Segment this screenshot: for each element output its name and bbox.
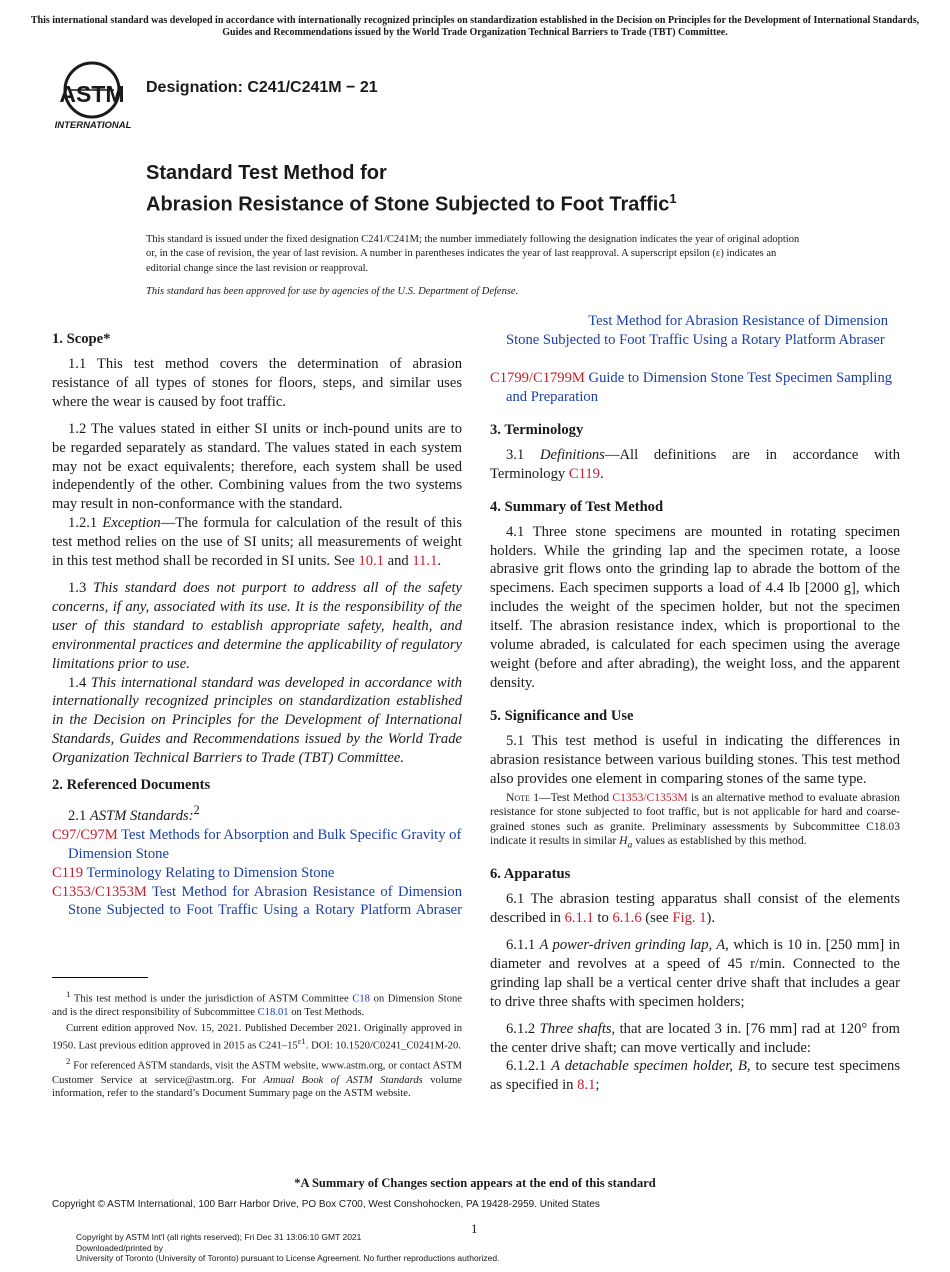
dod-note: This standard has been approved for use by agencies of the U.S. Department of Defense. (146, 286, 519, 297)
footnote-2: $^2$ For referenced ASTM standards, visit the ASTM website, www.astm.org, or contact ASTM Customer Service at service@astm.org. For Annual Book of ASTM Standards volume information, refer to the standard’s Document Summary page on the ASTM website. (52, 1056, 463, 1100)
fn-c18-01-link[interactable]: C18.01 (257, 1007, 289, 1019)
document-title (146, 160, 677, 218)
paragraph-6-1-2: 6.1.2 Three shafts, that are located 3 in. [76 mm] rad at 120° from the center drive shaft; can move vertically and include: (490, 1020, 900, 1056)
note-ref-c1353-link[interactable]: C1353/C1353M (612, 790, 688, 804)
left-column (52, 330, 463, 919)
page-number: 1 (471, 1221, 478, 1236)
footnote-1: $^1$ This test method is under the jurisdiction of ASTM Committee C18 on Dimension Stone and is the direct responsibility of Subcommittee C18.01 on Test Methods. (52, 989, 463, 1019)
section-heading-significance: 5. Significance and Use (490, 707, 634, 724)
issue-note: This standard is issued under the fixed designation C241/C241M; the number immediately following the designation indicates the year of original adoption or, in the case of revision, the year of last revision. A number in parentheses indicates the year of last reapproval. A superscript epsilon (ε) indicates an editorial change since the last revision or reapproval. (146, 234, 800, 274)
astm-logo (52, 58, 136, 132)
paragraph-5-1: 5.1 This test method is useful in indicating the differences in abrasion resistance between various building stones. This test method also provides one element in comparing stones of the same type. (490, 732, 900, 787)
right-column (490, 313, 901, 1095)
paragraph-1-4: 1.4 This international standard was developed in accordance with internationally recognized principles on standardization established in the Decision on Principles for the Development of International Standards, Guides and Recommendations issued by the World Trade Organization Technical Barriers to Trade (TBT) Committee. (52, 674, 463, 767)
footnote-1-edition: Current edition approved Nov. 15, 2021. Published December 2021. Originally approved in 1950. Last previous edition approved in 2015 as $C241-15^{\varepsilon 1}$. DOI: 10.1520/C0241_C0241M-20. (52, 1022, 462, 1052)
top-notice: This international standard was developed in accordance with internationally recognized principles on standardization established in the Decision on Principles for the Development of International Standards, Guides and Recommendations issued by the World Trade Organization Technical Barriers to Trade (TBT) Committee. (30, 15, 920, 38)
ref-6-1-1-link[interactable]: 6.1.1 (564, 910, 594, 927)
paragraph-2-1: 2.1 ASTM Standards:$^2$ (68, 803, 200, 824)
ref-c97[interactable]: C97/C97M Test Methods for Absorption and Bulk Specific Gravity of Dimension Stone (52, 826, 462, 862)
license-line-3: University of Toronto (University of Toronto) pursuant to License Agreement. No further reproductions authorized. (76, 1253, 500, 1264)
fig-1-link[interactable]: Fig. 1 (672, 910, 707, 927)
paragraph-6-1-1: 6.1.1 A power-driven grinding lap, A, which is 10 in. [250 mm] in diameter and revolves at a speed of 45 r/min. Connected to the grinding lap shall be a vertical center drive shaft that includes a gear to drive three shafts with specimen holders; (490, 937, 900, 1010)
title-footnote-marker: 1 (669, 191, 677, 206)
section-heading-apparatus: 6. Apparatus (490, 866, 571, 883)
paragraph-1-2-1: 1.2.1 Exception—The formula for calculation of the result of this test method relies on the use of SI units; all measurements of weight in this test method shall be recorded in SI units. See 10.1 and 11.1. (52, 515, 463, 570)
summary-of-changes-note: *A Summary of Changes section appears at the end of this standard (294, 1176, 656, 1190)
license-line-1: Copyright by ASTM Int'l (all rights reserved); Fri Dec 31 13:06:10 GMT 2021 (76, 1232, 362, 1242)
svg-text:ASTM: ASTM (59, 81, 125, 107)
license-line-2: Downloaded/printed by (76, 1242, 163, 1253)
section-heading-referenced: 2. Referenced Documents (52, 777, 211, 794)
license-stamp (76, 1232, 500, 1264)
paragraph-1-2: 1.2 The values stated in either SI units or inch-pound units are to be regarded separately as standard. The values stated in each system may not be exact equivalents; therefore, each system shall be used independently of the other. Combining values from the two systems may result in non-conformance with the standard. (52, 420, 462, 513)
section-heading-scope: 1. Scope* (52, 331, 111, 347)
ref-c119-link[interactable]: C119 (568, 465, 600, 482)
ref-c1353-continued[interactable]: Test Method for Abrasion Resistance of Dimension Stone Subjected to Foot Traffic Using a Rotary Platform Abraser (506, 313, 888, 348)
title-line-2: Abrasion Resistance of Stone Subjected to Foot Traffic$^1$ (146, 191, 677, 216)
paragraph-4-1: 4.1 Three stone specimens are mounted in rotating specimen holders. While the grinding lap and the specimen rotate, a loose abrasive grit flows onto the grinding lap to abrade the bottom of the specimens. Each specimen supports a load of 4.4 lb [2000 g], which includes the weight of the specimen holder, but not the specimen itself. The abrasion resistance index, which is proportional to the volume abraded, is calculated for each specimen using the average weight (before and after abrading), the weight loss, and the apparent density. (490, 523, 900, 691)
ref-11-1-link[interactable]: 11.1 (412, 553, 438, 570)
ref-6-1-6-link[interactable]: 6.1.6 (612, 910, 642, 927)
paragraph-1-3: 1.3 This standard does not purport to address all of the safety concerns, if any, associated with its use. It is the responsibility of the user of this standard to establish appropriate safety, health, and environmental practices and determine the applicability of regulatory limitations prior to use. (52, 579, 462, 672)
paragraph-6-1: 6.1 The abrasion testing apparatus shall consist of the elements described in 6.1.1 to 6.1.6 (see Fig. 1). (490, 891, 900, 927)
paragraph-1-1: 1.1 This test method covers the determination of abrasion resistance of all types of stones for floors, steps, and similar uses where the wear is caused by foot traffic. (52, 356, 462, 410)
ref-8-1-link[interactable]: 8.1 (577, 1077, 596, 1094)
paragraph-3-1: 3.1 Definitions—All definitions are in accordance with Terminology C119. (490, 446, 900, 482)
ref-c1799[interactable]: C1799/C1799M Guide to Dimension Stone Test Specimen Sampling and Preparation (490, 370, 893, 405)
ref-10-1-link[interactable]: 10.1 (358, 553, 384, 570)
copyright-line: Copyright © ASTM International, 100 Barr Harbor Drive, PO Box C700, West Conshohocken, PA 19428-2959. United States (52, 1199, 600, 1210)
footnote-rule (52, 977, 148, 978)
svg-text:INTERNATIONAL: INTERNATIONAL (54, 120, 132, 131)
section-heading-terminology: 3. Terminology (490, 421, 584, 438)
section-heading-summary: 4. Summary of Test Method (490, 498, 664, 515)
title-line-1: Standard Test Method for (146, 162, 387, 184)
ref-c119[interactable]: C119 Terminology Relating to Dimension Stone (52, 864, 335, 881)
fn-c18-link[interactable]: C18 (352, 993, 370, 1005)
footnotes (52, 988, 462, 1103)
note-1: Note 1—Test Method C1353/C1353M is an alternative method to evaluate abrasion resistance for stone subjected to foot traffic, but is not applicable for hard and coarse-grained stones such as granite. Preliminary assessments by Subcommittee C18.03 indicate it results in similar $H_a$ values as established by this method. (490, 790, 900, 851)
paragraph-6-1-2-1: 6.1.2.1 A detachable specimen holder, B, to secure test specimens as specified in 8.1; (490, 1058, 901, 1094)
ref-c1353[interactable]: C1353/C1353M Test Method for Abrasion Resistance of Dimension Stone Subjected to Foot Traffic Using a Rotary Platform Abraser (52, 883, 462, 919)
designation: Designation: C241/C241M − 21 (146, 79, 378, 96)
